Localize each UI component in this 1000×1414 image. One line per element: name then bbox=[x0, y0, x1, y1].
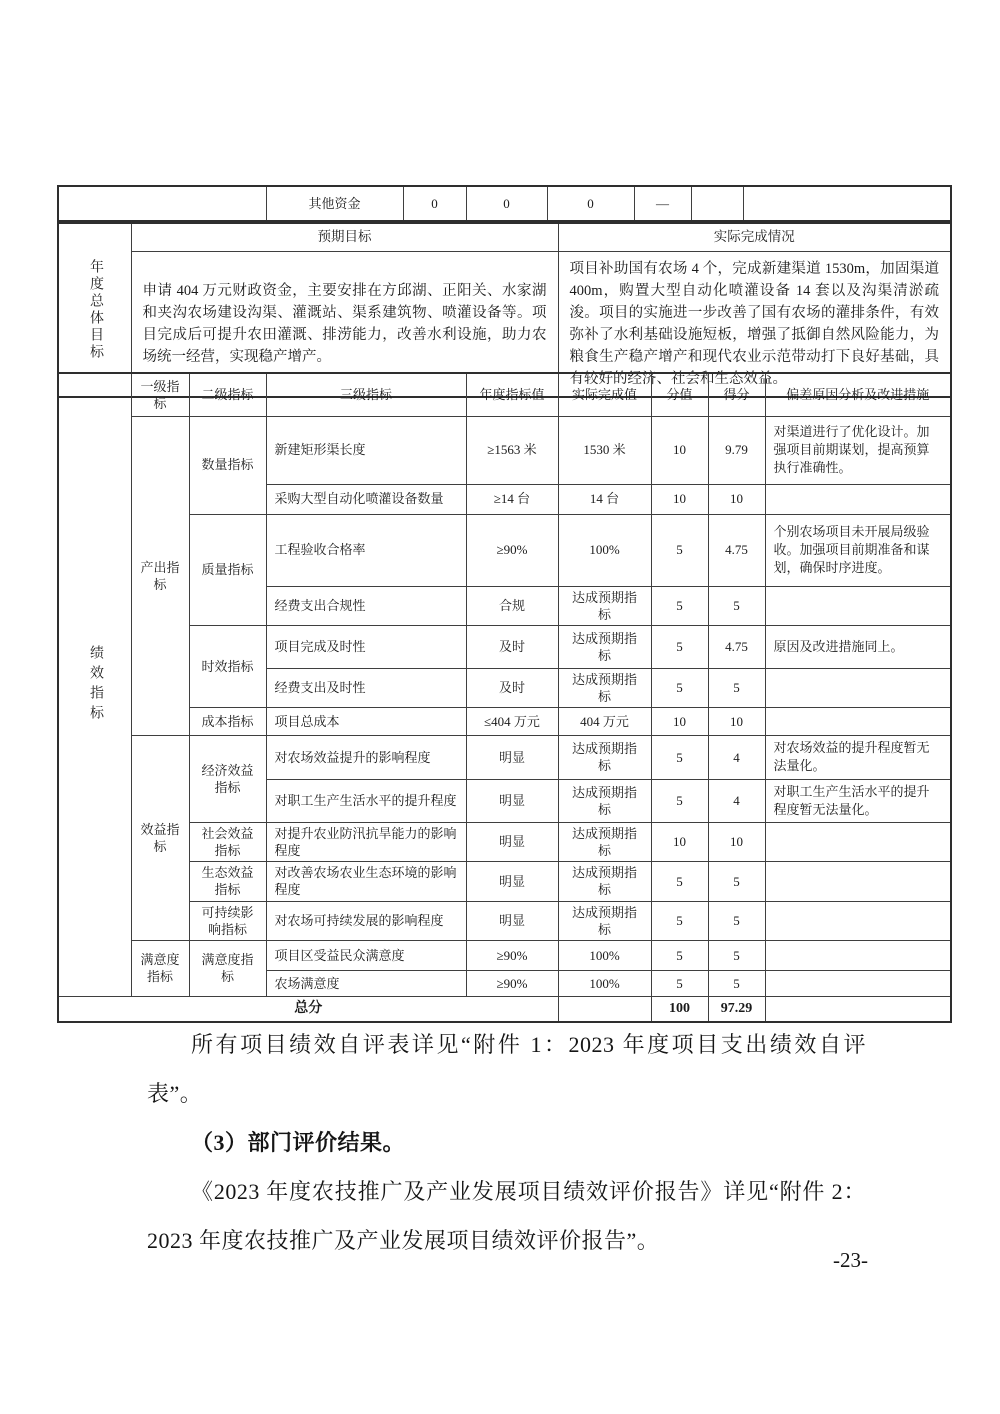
target-value: ≥90% bbox=[466, 514, 558, 586]
col-header-level1: 一级指标 bbox=[131, 373, 189, 416]
col-header-target: 年度指标值 bbox=[466, 373, 558, 416]
table-row bbox=[58, 223, 951, 251]
deviation-remark: 对渠道进行了优化设计。加强项目前期谋划，提高预算执行准确性。 bbox=[765, 416, 951, 484]
deviation-remark: 原因及改进措施同上。 bbox=[765, 625, 951, 668]
earned-value: 4 bbox=[708, 779, 765, 822]
earned-value: 9.79 bbox=[708, 416, 765, 484]
score-value: 5 bbox=[651, 514, 708, 586]
actual-value: 100% bbox=[558, 970, 651, 996]
score-value: 10 bbox=[651, 484, 708, 514]
paragraph-self-evaluation: 所有项目绩效自评表详见“附件 1：2023 年度项目支出绩效自评表”。 bbox=[147, 1032, 866, 1106]
col-header-level3: 三级指标 bbox=[266, 373, 466, 416]
indicators-table bbox=[57, 372, 952, 1023]
target-value: 及时 bbox=[466, 668, 558, 707]
indicator-name: 项目完成及时性 bbox=[266, 625, 466, 668]
level1-output: 产出指标 bbox=[131, 416, 189, 736]
table-row bbox=[58, 822, 951, 861]
indicators-header-row bbox=[58, 373, 951, 416]
target-value: ≥14 台 bbox=[466, 484, 558, 514]
level1-satisfaction: 满意度指标 bbox=[131, 940, 189, 996]
expected-goal-text: 申请 404 万元财政资金，主要安排在方邱湖、正阳关、水家湖和夹沟农场建设沟渠、灌溉站、渠系建筑物、喷灌设备等。项目完成后可提升农田灌溉、排涝能力，改善水利设施，助力农场统一经营，实现稳产增产。 bbox=[131, 251, 558, 397]
earned-value: 4.75 bbox=[708, 625, 765, 668]
target-value: 明显 bbox=[466, 822, 558, 861]
col-header-score: 分值 bbox=[651, 373, 708, 416]
annual-goal-label: 年度总体目标 bbox=[87, 258, 103, 361]
other-funds-value: — bbox=[634, 186, 691, 221]
funding-continuation-table bbox=[57, 185, 952, 222]
target-value: ≤404 万元 bbox=[466, 708, 558, 736]
table-row bbox=[58, 736, 951, 779]
table-row bbox=[58, 940, 951, 970]
actual-value: 达成预期指标 bbox=[558, 625, 651, 668]
level2-sustainable: 可持续影响指标 bbox=[189, 901, 266, 940]
table-row bbox=[58, 416, 951, 484]
score-value: 5 bbox=[651, 970, 708, 996]
target-value: 明显 bbox=[466, 779, 558, 822]
score-value: 5 bbox=[651, 901, 708, 940]
actual-completion-header: 实际完成情况 bbox=[558, 223, 951, 251]
empty-cell bbox=[558, 996, 651, 1022]
indicator-name: 新建矩形渠长度 bbox=[266, 416, 466, 484]
indicator-name: 项目总成本 bbox=[266, 708, 466, 736]
indicator-name: 采购大型自动化喷灌设备数量 bbox=[266, 484, 466, 514]
actual-value: 100% bbox=[558, 940, 651, 970]
other-funds-value: 0 bbox=[466, 186, 547, 221]
empty-cell bbox=[691, 186, 743, 221]
target-value: 及时 bbox=[466, 625, 558, 668]
deviation-remark bbox=[765, 484, 951, 514]
indicator-name: 对提升农业防汛抗旱能力的影响程度 bbox=[266, 822, 466, 861]
score-value: 10 bbox=[651, 708, 708, 736]
earned-value: 5 bbox=[708, 668, 765, 707]
score-value: 5 bbox=[651, 736, 708, 779]
deviation-remark: 对职工生产生活水平的提升程度暂无法量化。 bbox=[765, 779, 951, 822]
actual-value: 达成预期指标 bbox=[558, 901, 651, 940]
earned-value: 5 bbox=[708, 940, 765, 970]
deviation-remark: 个别农场项目未开展局级验收。加强项目前期准备和谋划，确保时序进度。 bbox=[765, 514, 951, 586]
actual-value: 达成预期指标 bbox=[558, 779, 651, 822]
target-value: 合规 bbox=[466, 586, 558, 625]
deviation-remark bbox=[765, 862, 951, 901]
annual-goal-row-header bbox=[58, 223, 131, 397]
earned-value: 10 bbox=[708, 708, 765, 736]
level2-cost: 成本指标 bbox=[189, 708, 266, 736]
score-value: 5 bbox=[651, 862, 708, 901]
actual-value: 达成预期指标 bbox=[558, 862, 651, 901]
level2-satisfaction: 满意度指标 bbox=[189, 940, 266, 996]
level2-quantity: 数量指标 bbox=[189, 416, 266, 514]
deviation-remark bbox=[765, 940, 951, 970]
actual-value: 14 台 bbox=[558, 484, 651, 514]
empty-cell bbox=[765, 996, 951, 1022]
earned-value: 4 bbox=[708, 736, 765, 779]
earned-value: 5 bbox=[708, 862, 765, 901]
deviation-remark bbox=[765, 822, 951, 861]
deviation-remark: 对农场效益的提升程度暂无法量化。 bbox=[765, 736, 951, 779]
level2-social: 社会效益指标 bbox=[189, 822, 266, 861]
page-number: -23- bbox=[833, 1248, 868, 1272]
table-row bbox=[58, 708, 951, 736]
table-row bbox=[58, 625, 951, 668]
col-header-actual: 实际完成值 bbox=[558, 373, 651, 416]
level1-benefit: 效益指标 bbox=[131, 736, 189, 941]
actual-value: 达成预期指标 bbox=[558, 736, 651, 779]
target-value: ≥1563 米 bbox=[466, 416, 558, 484]
target-value: 明显 bbox=[466, 862, 558, 901]
deviation-remark bbox=[765, 970, 951, 996]
empty-cell bbox=[743, 186, 951, 221]
indicator-name: 项目区受益民众满意度 bbox=[266, 940, 466, 970]
score-value: 5 bbox=[651, 668, 708, 707]
other-funds-value: 0 bbox=[403, 186, 466, 221]
level2-quality: 质量指标 bbox=[189, 514, 266, 625]
body-text bbox=[147, 1020, 866, 1265]
indicator-name: 经费支出合规性 bbox=[266, 586, 466, 625]
actual-value: 达成预期指标 bbox=[558, 668, 651, 707]
deviation-remark bbox=[765, 586, 951, 625]
indicators-section-header bbox=[58, 373, 131, 996]
level2-ecological: 生态效益指标 bbox=[189, 862, 266, 901]
empty-cell bbox=[58, 186, 266, 221]
total-earned: 97.29 bbox=[708, 996, 765, 1022]
col-header-earned: 得分 bbox=[708, 373, 765, 416]
table-row bbox=[58, 186, 951, 221]
actual-value: 100% bbox=[558, 514, 651, 586]
level2-economic: 经济效益指标 bbox=[189, 736, 266, 823]
total-row bbox=[58, 996, 951, 1022]
indicator-name: 工程验收合格率 bbox=[266, 514, 466, 586]
target-value: ≥90% bbox=[466, 970, 558, 996]
expected-goal-header: 预期目标 bbox=[131, 223, 558, 251]
actual-value: 达成预期指标 bbox=[558, 586, 651, 625]
paragraph-dept-eval-heading: （3）部门评价结果。 bbox=[191, 1130, 406, 1155]
col-header-deviation: 偏差原因分析及改进措施 bbox=[765, 373, 951, 416]
score-value: 10 bbox=[651, 416, 708, 484]
earned-value: 4.75 bbox=[708, 514, 765, 586]
target-value: 明显 bbox=[466, 736, 558, 779]
paragraph-eval-report: 《2023 年度农技推广及产业发展项目绩效评价报告》详见“附件 2：2023 年度农技推广及产业发展项目绩效评价报告”。 bbox=[147, 1179, 866, 1253]
actual-value: 达成预期指标 bbox=[558, 822, 651, 861]
earned-value: 5 bbox=[708, 901, 765, 940]
total-label: 总分 bbox=[58, 996, 558, 1022]
indicator-name: 对农场效益提升的影响程度 bbox=[266, 736, 466, 779]
score-value: 5 bbox=[651, 779, 708, 822]
col-header-level2: 二级指标 bbox=[189, 373, 266, 416]
target-value: 明显 bbox=[466, 901, 558, 940]
other-funds-label: 其他资金 bbox=[266, 186, 403, 221]
actual-value: 404 万元 bbox=[558, 708, 651, 736]
deviation-remark bbox=[765, 901, 951, 940]
indicator-name: 对改善农场农业生态环境的影响程度 bbox=[266, 862, 466, 901]
table-row bbox=[58, 901, 951, 940]
level2-timeliness: 时效指标 bbox=[189, 625, 266, 707]
indicator-name: 对农场可持续发展的影响程度 bbox=[266, 901, 466, 940]
score-value: 5 bbox=[651, 625, 708, 668]
score-value: 5 bbox=[651, 940, 708, 970]
earned-value: 10 bbox=[708, 822, 765, 861]
other-funds-value: 0 bbox=[547, 186, 634, 221]
actual-completion-text: 项目补助国有农场 4 个，完成新建渠道 1530m，加固渠道 400m，购置大型自动化喷灌设备 14 套以及沟渠清淤疏浚。项目的实施进一步改善了国有农场的灌排条件，有效弥补了水利基础设施短板，增强了抵御自然风险能力，为粮食生产稳产增产和现代农业示范带动打下良好基础，具有较好的经济、社会和生态效益。 bbox=[558, 251, 951, 397]
indicator-name: 农场满意度 bbox=[266, 970, 466, 996]
table-row bbox=[58, 862, 951, 901]
earned-value: 5 bbox=[708, 586, 765, 625]
earned-value: 5 bbox=[708, 970, 765, 996]
earned-value: 10 bbox=[708, 484, 765, 514]
indicators-section-label: 绩效指标 bbox=[87, 644, 103, 725]
target-value: ≥90% bbox=[466, 940, 558, 970]
indicator-name: 对职工生产生活水平的提升程度 bbox=[266, 779, 466, 822]
actual-value: 1530 米 bbox=[558, 416, 651, 484]
score-value: 10 bbox=[651, 822, 708, 861]
total-score: 100 bbox=[651, 996, 708, 1022]
deviation-remark bbox=[765, 668, 951, 707]
deviation-remark bbox=[765, 708, 951, 736]
indicator-name: 经费支出及时性 bbox=[266, 668, 466, 707]
score-value: 5 bbox=[651, 586, 708, 625]
table-row bbox=[58, 514, 951, 586]
